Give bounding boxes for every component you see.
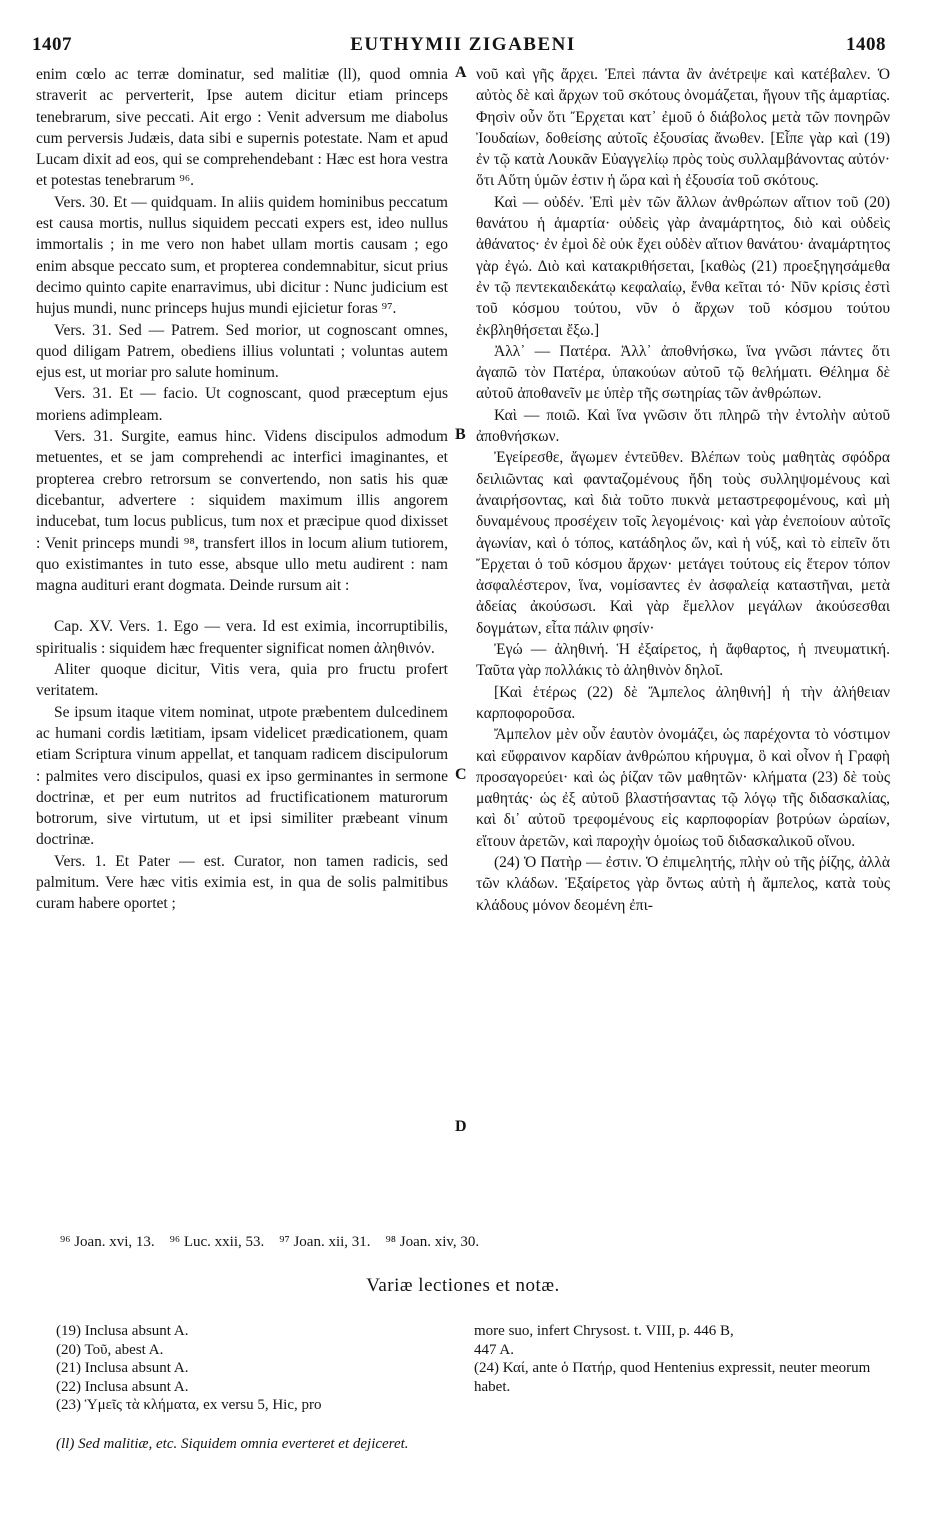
variae-notes-left <box>56 1322 456 1415</box>
running-title: EUTHYMII ZIGABENI <box>350 34 576 55</box>
greek-paragraph: Καὶ — οὐδέν. Ἐπὶ μὲν τῶν ἄλλων ἀνθρώπων αἴτιον τοῦ (20) θανάτου ἡ ἁμαρτία· οὐδεὶς γὰρ ἀναμάρτητος, διὸ καὶ οὐδεὶς ἀθάνατος· ἐν ἐμοὶ δὲ οὐκ ἔχει οὐδὲν αἴτιον θανάτου· ἀναμάρτητος γὰρ ἐγώ. Διὸ καὶ κατακριθήσεται, [καθὼς (21) προεξηγησάμεθα ἐν τῷ πεντεκαιδεκάτῳ κεφαλαίῳ, ἔνθα κεῖται τό· Νῦν κρίσις ἐστὶ τοῦ κόσμου τούτου, νῦν ὁ ἄρχων τοῦ κόσμου τούτου ἐκβληθήσεται ἔξω.] <box>476 193 890 339</box>
latin-paragraph: Se ipsum itaque vitem nominat, utpote præbentem dulcedinem ac humani cordis lætitiam, ipsam videlicet prædicationem, quam etiam Scriptura vinum appellat, et tanquam radicem discipulorum : palmites vero discipulos, quasi ex ipso germinantes in sermone doctrinæ, et per eum nutritos ad fructificationem maturorum botrorum, sive virtutum, ut et ipsi similiter præbeant vinum doctrinæ. <box>36 703 448 849</box>
variae-lectiones-title: Variæ lectiones et notæ. <box>366 1275 560 1296</box>
greek-paragraph: Καὶ — ποιῶ. Καὶ ἵνα γνῶσιν ὅτι πληρῶ τὴν ἐντολὴν αὐτοῦ ἀποθνήσκων. <box>476 406 890 446</box>
greek-paragraph: [Καὶ ἑτέρως (22) δὲ Ἄμπελος ἀληθινή] ἡ τὴν ἀλήθειαν καρποφοροῦσα. <box>476 683 890 722</box>
greek-paragraph: Ἄμπελον μὲν οὖν ἑαυτὸν ὀνομάζει, ὡς παρέχοντα τὸ νόστιμον καὶ εὔφραινον καρδίαν ἀνθρώπου κήρυγμα, ὃ καὶ οἶνον ἡ Γραφὴ προσαγορεύει· καὶ ὡς ῥίζαν τῶν μαθητῶν· κλήματα (23) δὲ τοὺς μαθητάς· ὡς ἐξ αὐτοῦ βλαστήσαντας τῷ λόγῳ τῆς διδασκαλίας, καὶ δι᾽ αὐτοῦ τρεφομένους εἰς καρποφορίαν βοτρύων ὡραίων, εἴτουν ἀρετῶν, καὶ παροχὴν ὁμοίως τοῦ διδασκαλικοῦ οἴνου. <box>476 726 890 850</box>
greek-paragraph: (24) Ὁ Πατὴρ — ἐστιν. Ὁ ἐπιμελητής, πλὴν οὐ τῆς ῥίζης, ἀλλὰ τῶν κλάδων. Ἐξαίρετος γὰρ ὄντως αὐτὴ ἡ ἄμπελος, κατὰ τοὺς κλάδους μόνον δεομένη ἐπι- <box>476 853 890 914</box>
greek-paragraph: Ἀλλ᾽ — Πατέρα. Ἀλλ᾽ ἀποθνήσκω, ἵνα γνῶσι πάντες ὅτι ἀγαπῶ τὸν Πατέρα, ὑπακούων αὐτοῦ τῷ θελήματι. Θέλημα δὲ αὐτοῦ ἀποθανεῖν με ὑπὲρ τῆς σωτηρίας τῶν ἀνθρώπων. <box>476 342 890 403</box>
running-header <box>0 34 926 60</box>
page-number-right: 1408 <box>846 34 886 55</box>
editor-note: (ll) Sed malitiæ, etc. Siquidem omnia everteret et dejiceret. <box>56 1436 409 1452</box>
margin-letter-d: D <box>455 1118 467 1135</box>
greek-column <box>476 64 890 916</box>
variant-note: (24) Καί, ante ὁ Πατήρ, quod Hentenius expressit, neuter meorum habet. <box>474 1360 871 1395</box>
margin-letter-c: C <box>455 766 467 783</box>
latin-paragraph: Vers. 30. Et — quidquam. In aliis quidem hominibus peccatum est causa mortis, nullus siquidem peccati expers est, ideo nullus immortalis ; in me vero non habet ullam mortis causam ; ego enim absque peccato sum, et propterea condemnabitur, sicut prius decimo quinto capite enarravimus, ubi dicitur : Nunc judicium est hujus mundi, nunc princeps hujus mundi ejicietur foras ⁹⁷. <box>36 193 448 318</box>
latin-paragraph: Aliter quoque dicitur, Vitis vera, quia pro fructu profert veritatem. <box>36 661 448 700</box>
page-number-left: 1407 <box>32 34 72 55</box>
latin-paragraph: Vers. 31. Surgite, eamus hinc. Videns discipulos admodum metuentes, et se jam comprehendi ac interfici imaginantes, et propterea crebro retrorsum se convertendo, non satis his quæ dicebantur, advertere : siquidem maximum illis angorem inducebat, tum locus publicus, tum nox et præcipue quod dixisset : Venit princeps mundi ⁹⁸, transfert illos in locum alium tutiorem, quo existimantes in tuto esse, absque ullo metu audirent : nam magna audituri erant dogmata. Deinde rursum ait : <box>36 428 448 595</box>
variant-note: 447 A. <box>474 1341 515 1358</box>
scripture-footnotes: ⁹⁶ Joan. xvi, 13. ⁹⁶ Luc. xxii, 53. ⁹⁷ Joan. xii, 31. ⁹⁸ Joan. xiv, 30. <box>60 1234 480 1250</box>
variant-note: (22) Inclusa absunt A. <box>56 1378 189 1395</box>
greek-paragraph: Ἐγώ — ἀληθινή. Ἡ ἐξαίρετος, ἡ ἄφθαρτος, ἡ πνευματική. Ταῦτα γὰρ πολλάκις τὸ ἀληθινὸν δηλοῖ. <box>476 641 890 680</box>
latin-column <box>36 64 448 915</box>
spacer <box>36 596 448 616</box>
greek-paragraph: νοῦ καὶ γῆς ἄρχει. Ἐπεὶ πάντα ἂν ἀνέτρεψε καὶ κατέβαλεν. Ὁ αὐτὸς δὲ καὶ ἄρχων τοῦ σκότους ὀνομάζεται, ἤγουν τῆς ἁμαρτίας. Φησὶν οὖν ὅτι Ἔρχεται κατ᾽ ἐμοῦ ὁ διάβολος μετὰ τῶν πονηρῶν Ἰουδαίων, δοθείσης αὐτοῖς ἐξουσίας ἄνωθεν. [Εἶπε γὰρ καὶ (19) ἐν τῷ κατὰ Λουκᾶν Εὐαγγελίῳ πρὸς τοὺς συλλαμβάνοντας αὐτόν· ὅτι Αὕτη ὑμῶν ἐστιν ἡ ὥρα καὶ ἡ ἐξουσία τοῦ σκότους. <box>476 66 890 190</box>
variant-note: (19) Inclusa absunt A. <box>56 1323 189 1339</box>
latin-paragraph: Vers. 31. Sed — Patrem. Sed morior, ut cognoscant omnes, quod diligam Patrem, obediens illius voluntati ; voluntas autem ejus est, ut moriar pro salute hominum. <box>36 321 448 382</box>
latin-paragraph: enim cœlo ac terræ dominatur, sed malitiæ (ll), quod omnia straverit ac perverterit, Ipse autem dicitur etiam princeps tenebrarum, sive peccati. Ait ergo : Venit adversum me diabolus cum perversis Judæis, data sibi e supernis potestate. Nam et apud Lucam dixit ad eos, qui se comprehendebant : Hæc est hora vestra et potestas tenebrarum ⁹⁶. <box>36 66 448 190</box>
latin-paragraph: Cap. XV. Vers. 1. Ego — vera. Id est eximia, incorruptibilis, spiritualis : siquidem hæc frequenter significat nomen ἀληθινόν. <box>36 618 448 657</box>
margin-letter-b: B <box>455 426 466 443</box>
variae-notes-right <box>474 1322 884 1396</box>
margin-letter-a: A <box>455 64 467 81</box>
latin-paragraph: Vers. 31. Et — facio. Ut cognoscant, quod præceptum ejus moriens adimpleam. <box>36 385 448 424</box>
variant-note: (23) Ὑμεῖς τὰ κλήματα, ex versu 5, Hic, pro <box>56 1397 322 1413</box>
variant-note: more suo, infert Chrysost. t. VIII, p. 446 B, <box>474 1323 734 1339</box>
latin-paragraph: Vers. 1. Et Pater — est. Curator, non tamen radicis, sed palmitum. Vere hæc vitis eximia est, in qua de solis palmitibus curam habere oportet ; <box>36 852 448 913</box>
variant-note: (20) Τοῦ, abest A. <box>56 1341 164 1358</box>
variant-note: (21) Inclusa absunt A. <box>56 1360 189 1376</box>
greek-paragraph: Ἐγείρεσθε, ἄγωμεν ἐντεῦθεν. Βλέπων τοὺς μαθητὰς σφόδρα δειλιῶντας καὶ φανταζομένους ἤδη τοὺς συλληψομένους καὶ ἀναιρήσοντας, καὶ διὰ τοῦτο πυκνὰ μεταστρεφομένους, καὶ μὴ δυναμένους προσέχειν τοῖς λεγομένοις· καὶ γὰρ ἐνεποίουν αὐτοῖς ἀγωνίαν, καὶ ὁ τόπος, κατάδηλος ὤν, καὶ ἡ νύξ, καὶ τὸ εἰπεῖν ὅτι Ἔρχεται ὁ τοῦ κόσμου ἄρχων· μετάγει τούτους εἰς ἕτερον τόπον ἀσφαλέστερον, ἵνα, νομίσαντες ἐν ἀσφαλείᾳ καταστῆναι, μετὰ ἀδείας ἀκούσωσι. Καὶ γὰρ ἔμελλον μεγάλων ἀκούσεσθαι δογμάτων, εἶτα πάλιν φησίν· <box>476 449 890 637</box>
